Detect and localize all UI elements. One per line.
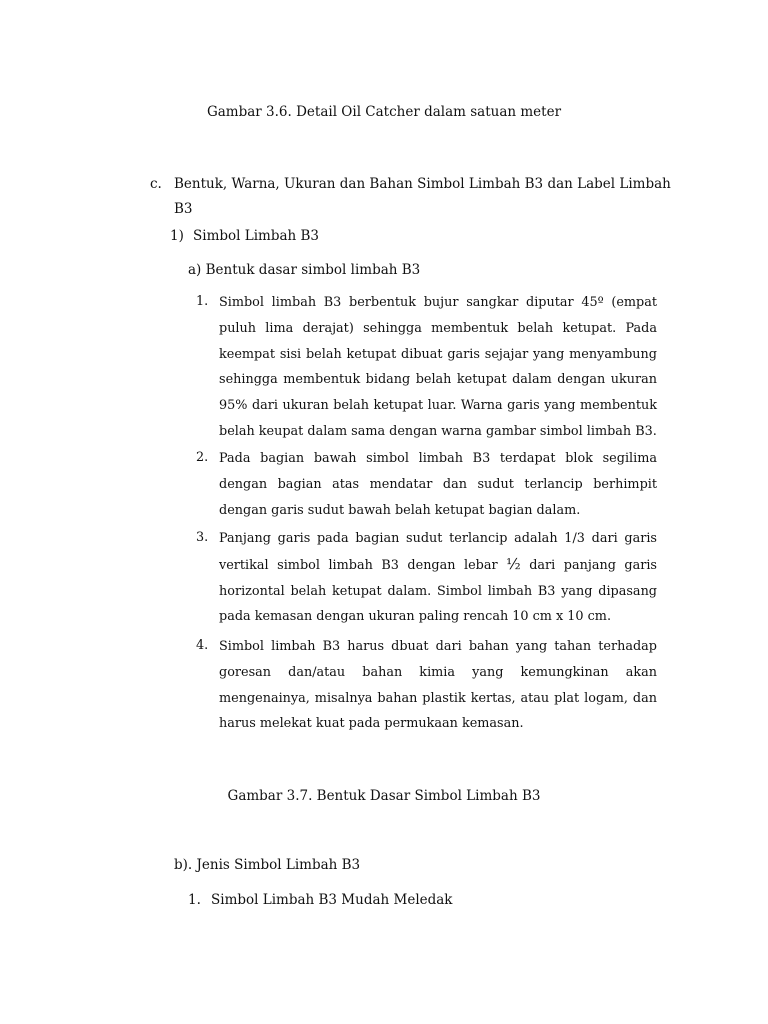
fraction-one-half: ½	[506, 554, 521, 573]
list-item-number: 4.	[196, 638, 209, 653]
item-3-text-a: Panjang garis pada bagian sudut terlancip adalah	[219, 531, 558, 546]
b-item-number: 1.	[188, 892, 201, 908]
figure-caption-3-6: Gambar 3.6. Detail Oil Catcher dalam satuan meter	[206, 104, 562, 120]
section-b-title: b). Jenis Simbol Limbah B3	[174, 857, 361, 873]
subsection-1-title: Simbol Limbah B3	[193, 228, 320, 244]
list-item-text	[219, 526, 657, 630]
list-item-text: Simbol limbah B3 harus dbuat dari bahan yang tahan terhadap goresan dan/atau bahan kimia yang kemungkinan akan mengenainya, misalnya bahan plastik kertas, atau plat logam, dan harus melekat kuat pada permukaan kemasan.	[219, 639, 657, 732]
subsection-a-title: a) Bentuk dasar simbol limbah B3	[188, 262, 421, 278]
list-item-number: 1.	[196, 294, 209, 309]
item-3-text-c: dari panjang garis horizontal belah ketupat dalam. Simbol limbah B3 yang dipasang pada kemasan dengan ukuran paling rencah 10 cm x 10 cm.	[219, 557, 657, 625]
subsection-1-marker: 1)	[170, 228, 184, 244]
list-item-number: 3.	[196, 530, 209, 545]
b-item-title: Simbol Limbah B3 Mudah Meledak	[211, 892, 453, 908]
section-c-marker: c.	[150, 176, 162, 192]
item-3-text-b: dari garis vertikal simbol limbah B3 dengan lebar	[219, 531, 657, 573]
figure-caption-3-7: Gambar 3.7. Bentuk Dasar Simbol Limbah B3	[227, 788, 541, 804]
list-item-text: Simbol limbah B3 berbentuk bujur sangkar diputar 45º (empat puluh lima derajat) sehingga membentuk belah ketupat. Pada keempat sisi belah ketupat dibuat garis sejajar yang menyambung sehingga membentuk bidang belah ketupat dalam dengan ukuran 95% dari ukuran belah ketupat luar. Warna garis yang membentuk belah keupat dalam sama dengan warna gambar simbol limbah B3.	[219, 295, 657, 439]
list-item-number: 2.	[196, 450, 209, 465]
fraction-one-third: 1/3	[564, 531, 585, 546]
list-item-text: Pada bagian bawah simbol limbah B3 terdapat blok segilima dengan bagian atas mendatar dan sudut terlancip berhimpit dengan garis sudut bawah belah ketupat bagian dalam.	[219, 451, 657, 518]
section-c-title-line1: Bentuk, Warna, Ukuran dan Bahan Simbol Limbah B3 dan Label Limbah	[174, 176, 671, 192]
section-c-title-line2: B3	[174, 201, 193, 217]
